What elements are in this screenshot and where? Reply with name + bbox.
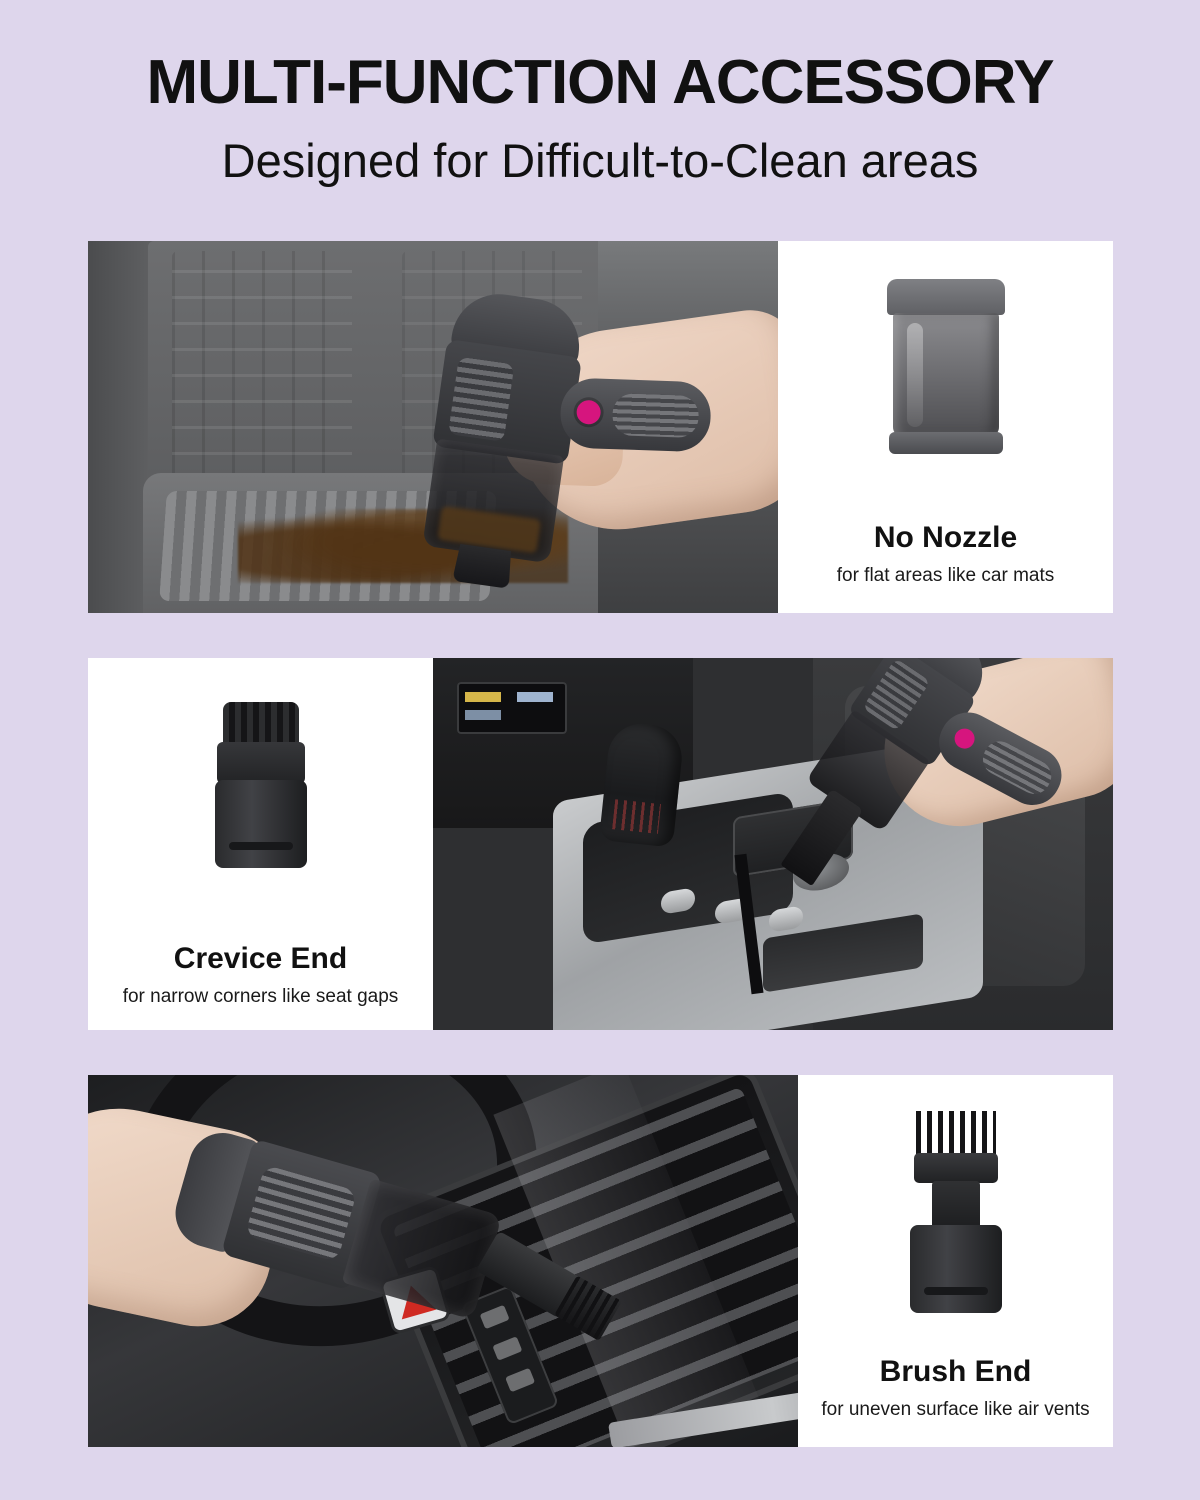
- brush-nozzle-icon: [910, 1111, 1002, 1316]
- accessory-caption: for uneven surface like air vents: [821, 1399, 1090, 1420]
- accessory-title: Crevice End: [173, 942, 348, 975]
- crevice-tip: [223, 702, 299, 746]
- photo-air-vent: [88, 1075, 798, 1447]
- info-panel-no-nozzle: [778, 241, 1113, 613]
- scene-air-vent: [88, 1075, 798, 1447]
- brush-collar: [910, 1225, 1002, 1313]
- accessory-title: Brush End: [879, 1355, 1032, 1388]
- infotainment-screen: [457, 682, 567, 734]
- crevice-collar: [215, 780, 307, 868]
- power-button-icon: [576, 400, 601, 425]
- handheld-vacuum: [326, 275, 700, 590]
- cup-base: [889, 432, 1003, 454]
- vacuum-handle: [559, 377, 711, 452]
- handle-grip-pad: [612, 393, 699, 438]
- page-title: MULTI-FUNCTION ACCESSORY: [146, 48, 1054, 117]
- accessory-caption: for flat areas like car mats: [836, 565, 1055, 586]
- accessory-illustration-crevice-end: [100, 684, 421, 942]
- scene-car-seat: [88, 241, 778, 613]
- feature-row-crevice-end: [88, 658, 1113, 1030]
- vacuum-handle: [929, 703, 1071, 815]
- cup-transparent-chamber: [893, 313, 999, 437]
- vacuum-cup-icon: [887, 279, 1005, 454]
- accessory-illustration-brush-end: [810, 1101, 1101, 1355]
- accessory-illustration-no-nozzle: [790, 263, 1101, 521]
- brush-neck: [932, 1181, 980, 1229]
- brush-base: [914, 1153, 998, 1183]
- info-panel-brush-end: [798, 1075, 1113, 1447]
- page-subtitle: Designed for Difficult-to-Clean areas: [221, 134, 979, 188]
- accessory-title: No Nozzle: [873, 521, 1018, 554]
- photo-center-console: [433, 658, 1113, 1030]
- info-panel-crevice-end: [88, 658, 433, 1030]
- vacuum-dust-cup: [422, 439, 564, 564]
- power-button-icon: [951, 725, 978, 752]
- crevice-neck: [217, 742, 305, 784]
- gear-shifter: [599, 720, 685, 847]
- photo-car-seat: [88, 241, 778, 613]
- feature-row-no-nozzle: [88, 241, 1113, 613]
- vacuum-dust-cup: [342, 1178, 503, 1319]
- handle-grip-pad: [977, 736, 1057, 800]
- crevice-nozzle-icon: [215, 702, 307, 872]
- brush-bristles: [916, 1111, 996, 1157]
- accessory-caption: for narrow corners like seat gaps: [122, 986, 399, 1007]
- scene-center-console: [433, 658, 1113, 1030]
- vacuum-vent-grille: [862, 658, 930, 731]
- feature-row-brush-end: [88, 1075, 1113, 1447]
- vacuum-open-nozzle: [452, 544, 511, 589]
- cup-top: [887, 279, 1005, 315]
- crevice-nozzle-attached: [780, 789, 863, 887]
- vacuum-vent-grille: [245, 1165, 358, 1263]
- vacuum-vent-grille: [448, 357, 514, 442]
